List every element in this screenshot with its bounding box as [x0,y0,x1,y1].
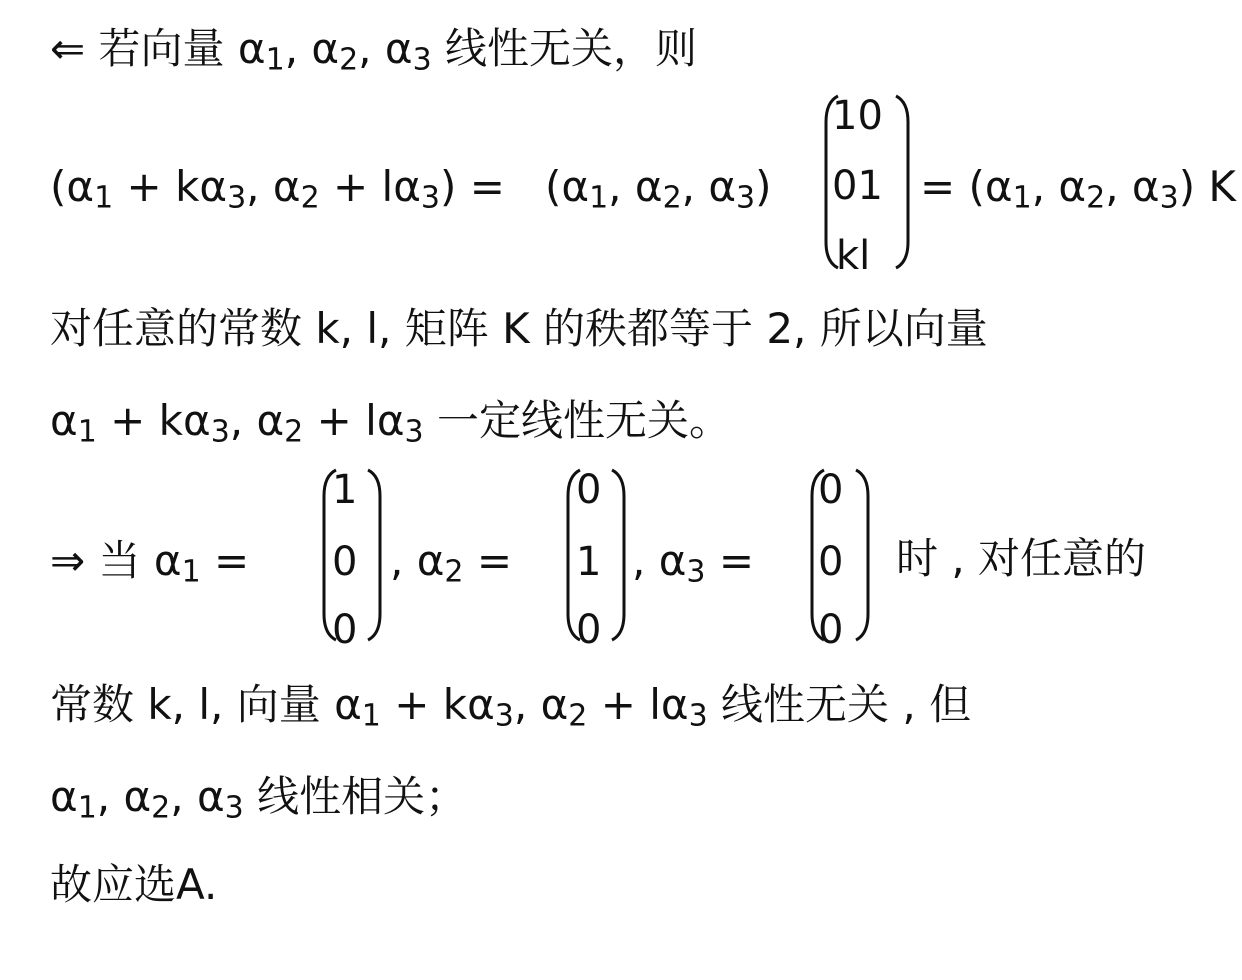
vector-entry: 1 [332,467,358,513]
right-arrow-symbol: ⇒ [50,536,86,585]
vector-entry: 0 [818,467,844,513]
vector-entry: 0 [818,539,844,585]
subscript: 1 [361,698,381,734]
eq-text: + lα [319,162,421,211]
eq-text: + lα [303,396,405,445]
eq-text: , α [246,162,301,211]
eq-text: α [50,772,78,821]
eq-text: ) = [440,162,505,211]
subscript: 3 [420,180,440,216]
eq-text: (α [545,162,590,211]
line7-text: 线性相关； [243,772,468,821]
left-arrow-symbol: ⇐ [50,24,86,73]
subscript: 3 [412,42,432,78]
line-3: 对任意的常数 k, l, 矩阵 K 的秩都等于 2, 所以向量 [50,304,988,353]
subscript: 1 [181,554,201,590]
line6-text: 常数 k, l, 向量 α [50,680,362,729]
eq-text: 当 α [85,536,182,585]
line-8: 故应选A. [50,860,218,909]
subscript: 1 [1012,180,1032,216]
line-1 [50,24,698,78]
eq-text: = [463,536,513,585]
eq-text: = [705,536,755,585]
eq-text: , α [170,772,225,821]
right-paren [852,466,874,644]
line6-text: 线性无关 , 但 [707,680,972,729]
right-paren [892,92,914,272]
vector-entry: 0 [332,607,358,653]
subscript: 3 [224,790,244,826]
vector-entry: 1 [576,539,602,585]
line1-text: , α [358,24,413,73]
line1-text: 线性无关，则 [431,24,698,73]
line-4 [50,396,731,450]
line1-text: , α [284,24,340,73]
vector-entry: 0 [332,539,358,585]
line-2-left [50,162,505,216]
subscript: 3 [1159,180,1179,216]
subscript: 3 [227,180,247,216]
eq-text: = [200,536,250,585]
subscript: 1 [77,790,97,826]
eq-text: (α [50,162,95,211]
matrix-row-3: kl [836,233,871,279]
vector-entry: 0 [818,607,844,653]
eq-text: , α [681,162,737,211]
line-7 [50,772,468,826]
matrix-row-1: 10 [832,93,883,139]
subscript: 3 [494,698,514,734]
eq-text: , α [513,680,569,729]
matrix-row-2: 01 [832,163,883,209]
subscript: 3 [736,180,756,216]
eq-text: + kα [380,680,495,729]
right-paren [364,466,386,644]
eq-text: + lα [587,680,689,729]
subscript: 3 [210,414,230,450]
line-5-tail: 时 , 对任意的 [896,534,1147,583]
eq-text: + kα [96,396,211,445]
eq-text: = [920,162,969,211]
vector-entry: 0 [576,467,602,513]
vector-entry: 0 [576,607,602,653]
line-5-mid-1 [390,536,513,590]
subscript: 1 [94,180,114,216]
eq-text: , α [390,536,445,585]
subscript: 1 [77,414,97,450]
line4-text: 一定线性无关。 [423,396,731,445]
line1-text: 若向量 α [85,24,266,73]
line-5-mid-2 [632,536,755,590]
eq-text: , α [632,536,687,585]
subscript: 2 [284,414,304,450]
eq-text: ) K [1178,162,1236,211]
subscript: 2 [662,180,682,216]
eq-text: α [50,396,78,445]
eq-text: (α [968,162,1013,211]
subscript: 2 [339,42,359,78]
subscript: 3 [686,554,706,590]
subscript: 3 [688,698,708,734]
subscript: 3 [404,414,424,450]
eq-text: , α [1031,162,1087,211]
eq-text: ) [755,162,772,211]
eq-text: , α [96,772,152,821]
subscript: 2 [444,554,464,590]
subscript: 1 [265,42,285,78]
eq-text: , α [608,162,663,211]
line-5-start [50,536,250,590]
subscript: 2 [568,698,588,734]
line-2-right [920,162,1236,216]
line-2-middle [545,162,772,216]
eq-text: + kα [113,162,228,211]
eq-text: , α [1105,162,1160,211]
subscript: 1 [589,180,609,216]
right-paren [608,466,630,644]
subscript: 2 [151,790,171,826]
subscript: 2 [1086,180,1106,216]
line-6 [50,680,972,734]
subscript: 2 [300,180,320,216]
eq-text: , α [229,396,285,445]
